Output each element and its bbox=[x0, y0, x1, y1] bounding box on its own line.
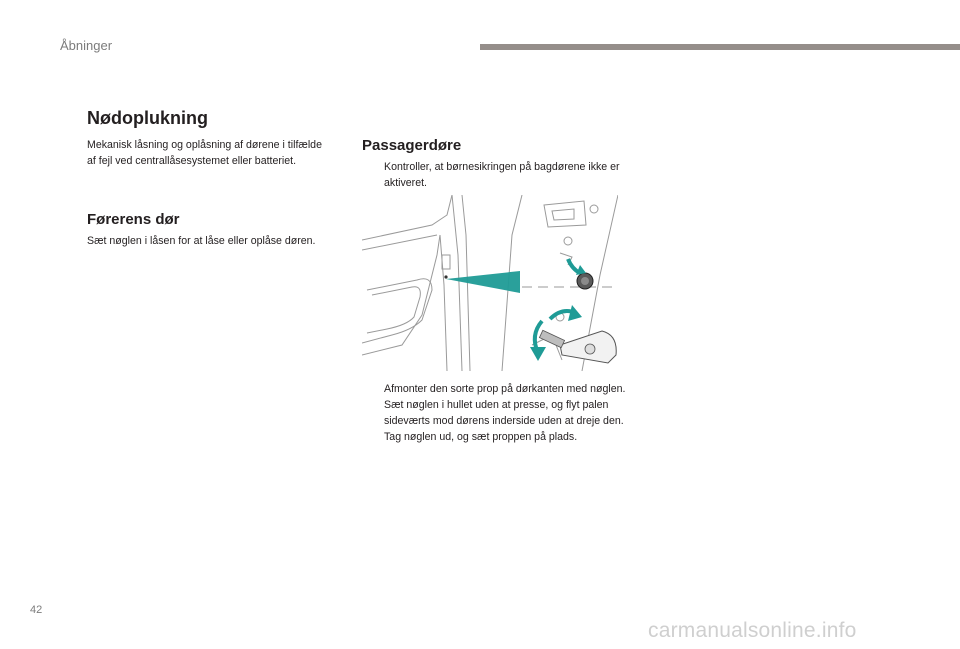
list-item bbox=[362, 381, 632, 397]
driver-door-text: Sæt nøglen i låsen for at låse eller oplåse døren. bbox=[87, 235, 316, 247]
passenger-steps-after bbox=[362, 381, 632, 445]
page-number: 42 bbox=[30, 604, 43, 616]
list-item bbox=[362, 159, 632, 191]
intro-paragraph: Mekanisk låsning og oplåsning af dørene i tilfælde af fejl ved centrallåsesystemet eller batteriet. bbox=[87, 139, 322, 167]
step-text: Sæt nøglen i hullet uden at presse, og flyt palen sideværts mod dørens inderside uden at dreje den. bbox=[384, 399, 624, 427]
key-icon bbox=[539, 330, 616, 363]
step-text: Tag nøglen ud, og sæt proppen på plads. bbox=[384, 431, 578, 443]
section-header: Åbninger bbox=[60, 38, 113, 53]
passenger-doors-heading: Passagerdøre bbox=[362, 137, 462, 154]
step-text: Afmonter den sorte prop på dørkanten med nøglen. bbox=[384, 383, 626, 395]
page-title: Nødoplukning bbox=[87, 108, 208, 128]
step-text: Kontroller, at børnesikringen på bagdørene ikke er aktiveret. bbox=[384, 161, 620, 189]
plug-icon bbox=[577, 273, 593, 289]
header-divider-bar bbox=[480, 44, 960, 50]
list-item bbox=[362, 397, 632, 429]
driver-door-heading: Førerens dør bbox=[87, 211, 180, 228]
watermark-text: carmanualsonline.info bbox=[648, 619, 857, 642]
list-item bbox=[362, 429, 632, 445]
passenger-steps-before bbox=[362, 159, 632, 191]
door-illustration bbox=[362, 195, 618, 371]
